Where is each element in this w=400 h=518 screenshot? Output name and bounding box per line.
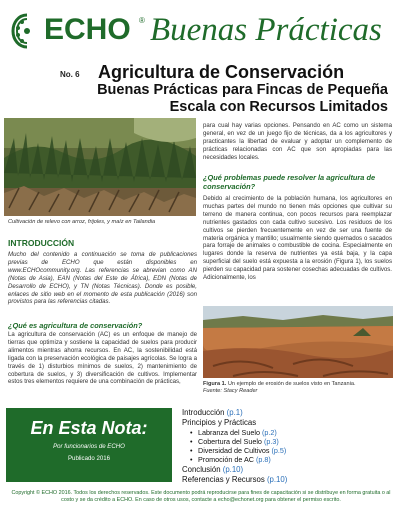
bullet-icon: • (190, 437, 193, 446)
page-subtitle: Buenas Prácticas para Fincas de Pequeña Escala con Recursos Limitados (97, 82, 388, 115)
problems-heading: ¿Qué problemas puede resolver la agricultura de conservación? (203, 173, 376, 191)
in-this-note-author: Por funcionarios de ECHO (53, 443, 125, 450)
right-column-paragraph-2: Debido al crecimiento de la población humana, los agricultores en muchas partes del mundo no tienen más opciones que cultivar su terreno de manera continua, con pocos recursos para reemplazar nutrientes gastados con cada cultivo sucesivo. Los residuos de los cultivos se pierden frecuentemente en vez de ser una fuente de materia orgánica y mantillo; usualmente siendo quemados o sacados para forraje de animales o combustible de cocina. Especialmente en lugares donde la reserva de nutrientes ya está baja, y la capa superficial del suelo está expuesta a la erosión (Figura 1), los suelos pierden su capacidad para sostener cosechas adecuadas de cultivos. Adicionalmente, los (203, 195, 392, 282)
intro-paragraph: Mucho del contenido a continuación se toma de publicaciones previas de ECHO que están disponibles en www.ECHOcommunity.org. Las referencias se abrevian como AN (Notas de Asia), EAN (Notas del Este de África), EDN (Notas de Desarrollo de ECHO), y TN (Notas Técnicas). Donde es posible, enlaces de sitio web en el momento de esta publicación (2016) son provistos para las referencias citadas. (8, 251, 197, 306)
figure1-caption (203, 381, 356, 395)
toc-subitem[interactable]: • Promoción de AC (p.8) (190, 455, 271, 464)
toc-subitem[interactable]: • Labranza del Suelo (p.2) (190, 428, 277, 437)
right-column-paragraph-1: para cual hay varias opciones. Pensando en AC como un sistema general, en vez de un juego fijo de técnicas, da a los agricultores y practicantes la libertad de evaluar y adoptar un complemento de prácticas relacionadas con AC que son apropiadas para las necesidades locales. (203, 122, 392, 161)
figure1-caption-text: Un ejemplo de erosión de suelos visto en Tanzania. (226, 381, 356, 387)
relay-cropping-photo (4, 118, 196, 216)
intro-heading: INTRODUCCIÓN (8, 238, 75, 248)
brand-name: ECHO (44, 13, 131, 46)
echo-logo-icon (10, 12, 44, 50)
bullet-icon: • (190, 455, 193, 464)
toc-subitem[interactable]: • Diversidad de Cultivos (p.5) (190, 446, 287, 455)
figure1-label: Figura 1. (203, 381, 227, 387)
figure1-source: Fuente: Stacy Reader (203, 388, 258, 394)
registered-mark: ® (139, 16, 145, 25)
photo1-caption: Cultivación de relevo con arroz, frijoles, y maíz en Tailandia (8, 219, 156, 225)
toc-item[interactable]: Conclusión (p.10) (182, 465, 244, 474)
in-this-note-title: En Esta Nota: (30, 418, 148, 438)
toc-item: Principios y Prácticas (182, 418, 257, 427)
toc-item[interactable]: Introducción (p.1) (182, 408, 243, 417)
in-this-note-year: Publicado 2016 (67, 455, 110, 462)
page-title: Agricultura de Conservación (98, 62, 345, 82)
toc-item[interactable]: Referencias y Recursos (p.10) (182, 475, 288, 484)
issue-number: No. 6 (60, 70, 80, 79)
bullet-icon: • (190, 446, 193, 455)
what-is-ca-paragraph: La agricultura de conservación (AC) es un enfoque de manejo de tierras que optimiza y sostiene la capacidad de suelos para producir alimentos mientras ahorra recursos. En AC, la sostenibilidad está ligada con la preservación ecológica de paisajes agrícolas. Se logra a través de 1) disturbios mínimos de suelos, 2) mantenimiento de cobertura de suelos, y 3) diversificación de cultivos. Implementar estos tres elementos requiere de una combinación de prácticas, (8, 331, 197, 386)
bullet-icon: • (190, 428, 193, 437)
series-title: Buenas Prácticas (150, 12, 382, 48)
copyright-footer: Copyright © ECHO 2016. Todos los derechos reservados. Este documento podrá reproducirse para fines de capacitación si se distribuye en forma gratuita o al costo y se da crédito a ECHO. En caso de otros usos, contacte a echo@echonet.org para obtener el permiso escrito. (11, 490, 391, 503)
soil-erosion-photo (203, 306, 393, 378)
toc-subitem[interactable]: • Cobertura del Suelo (p.3) (190, 437, 279, 446)
what-is-ca-heading: ¿Qué es agricultura de conservación? (8, 321, 143, 330)
